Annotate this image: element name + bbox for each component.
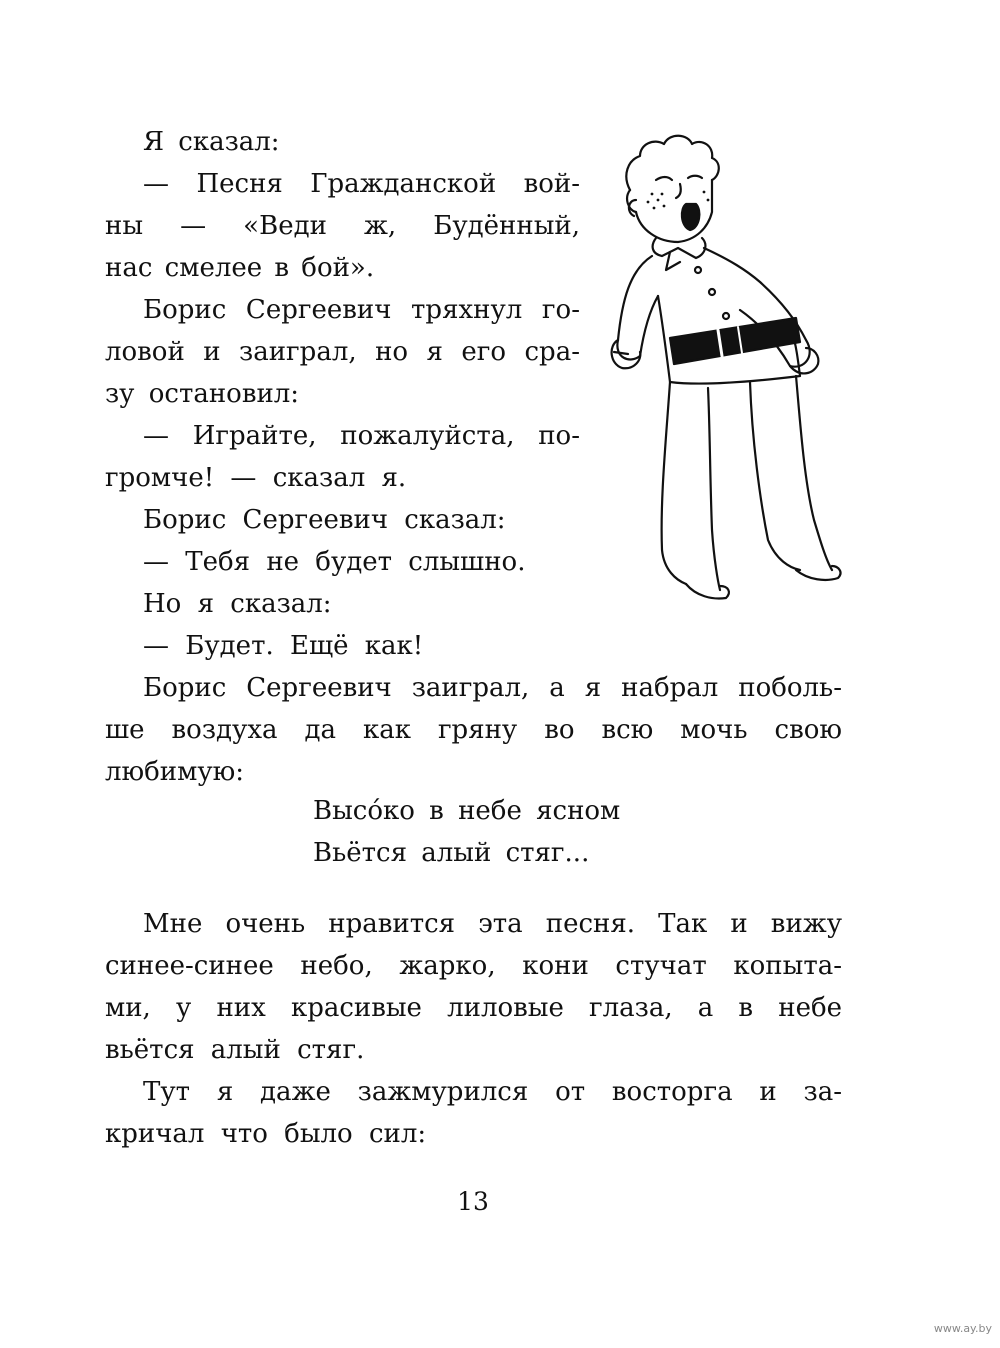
text-line: Мне очень нравится эта песня. Так и вижу	[143, 909, 842, 939]
text-line: — Будет. Ещё как!	[143, 631, 424, 661]
boy-singing-illustration	[600, 120, 870, 620]
text-line: нас смелее в бой».	[105, 253, 375, 283]
text-line: — Играйте, пожалуйста, по-	[143, 421, 580, 451]
text-line: зу остановил:	[105, 379, 300, 409]
text-line: Борис Сергеевич заиграл, а я набрал поболь-	[143, 673, 842, 703]
text-line: громче! — сказал я.	[105, 463, 407, 493]
text-line: Но я сказал:	[143, 589, 332, 619]
text-line: кричал что было сил:	[105, 1119, 427, 1149]
text-line: Борис Сергеевич тряхнул го-	[143, 295, 580, 325]
text-line: Борис Сергеевич сказал:	[143, 505, 506, 535]
text-line: ше воздуха да как гряну во всю мочь свою	[105, 715, 842, 745]
text-line: любимую:	[105, 757, 245, 787]
text-line: — Песня Гражданской вой-	[143, 169, 580, 199]
text-line: ми, у них красивые лиловые глаза, а в небе	[105, 993, 842, 1023]
text-line: Тут я даже зажмурился от восторга и за-	[143, 1077, 842, 1107]
text-line: Я сказал:	[143, 127, 280, 157]
watermark: www.ay.by	[933, 1322, 992, 1335]
text-line: ловой и заиграл, но я его сра-	[105, 337, 580, 367]
verse-line: Вьётся алый стяг...	[313, 838, 590, 868]
text-line: — Тебя не будет слышно.	[143, 547, 526, 577]
text-line: вьётся алый стяг.	[105, 1035, 365, 1065]
verse-line: Высо́ко в небе ясном	[313, 796, 621, 826]
text-line: ны — «Веди ж, Будённый,	[105, 211, 580, 241]
text-line: синее-синее небо, жарко, кони стучат копыта-	[105, 951, 842, 981]
page-number: 13	[457, 1187, 489, 1216]
